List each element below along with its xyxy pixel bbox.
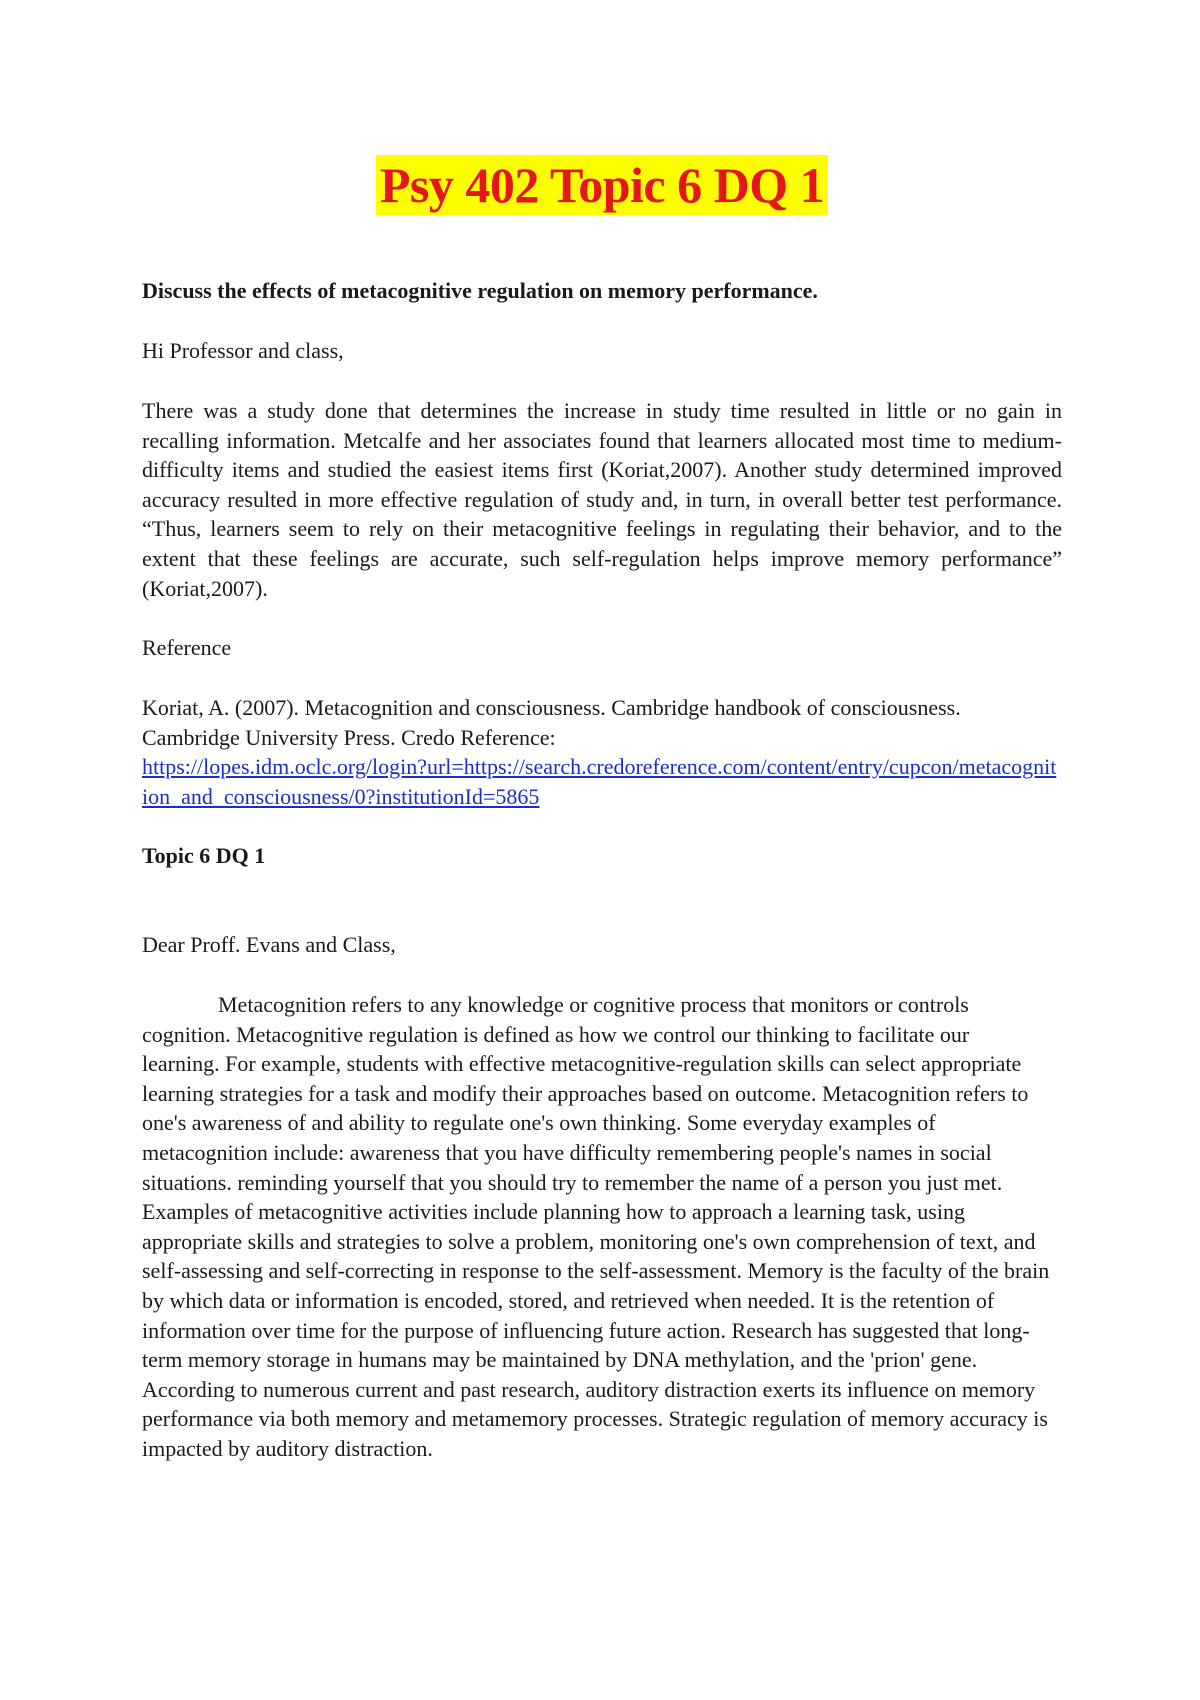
reference-link[interactable]: https://lopes.idm.oclc.org/login?url=https://search.credoreference.com/content/entry/cupcon/metacognition_and_consciousness/0?institutionId=5865 (142, 754, 1057, 809)
reference-citation (142, 693, 1062, 811)
reference-heading: Reference (142, 635, 232, 660)
post2-heading: Topic 6 DQ 1 (142, 843, 266, 868)
post2-body: Metacognition refers to any knowledge or cognitive process that monitors or controls cognition. Metacognitive regulation is defined as how we control our thinking to facilitate our learning. For example, students with effective metacognitive-regulation skills can select appropriate learning strategies for a task and modify their approaches based on outcome. Metacognition refers to one's awareness of and ability to regulate one's own thinking. Some everyday examples of metacognition include: awareness that you have difficulty remembering people's names in social situations. reminding yourself that you should try to remember the name of a person you just met. Examples of metacognitive activities include planning how to approach a learning task, using appropriate skills and strategies to solve a problem, monitoring one's own comprehension of text, and self-assessing and self-correcting in response to the self-assessment. Memory is the faculty of the brain by which data or information is encoded, stored, and retrieved when needed. It is the retention of information over time for the purpose of influencing future action. Research has suggested that long-term memory storage in humans may be maintained by DNA methylation, and the 'prion' gene. According to numerous current and past research, auditory distraction exerts its influence on memory performance via both memory and metamemory processes. Strategic regulation of memory accuracy is impacted by auditory distraction. (142, 992, 1050, 1461)
title-container (142, 155, 1062, 215)
post1-body: There was a study done that determines the increase in study time resulted in little or no gain in recalling information. Metcalfe and her associates found that learners allocated most time to medium-difficulty items and studied the easiest items first (Koriat,2007). Another study determined improved accuracy resulted in more effective regulation of study and, in turn, in overall better test performance. “Thus, learners seem to rely on their metacognitive feelings in regulating their behavior, and to the extent that these feelings are accurate, such self-regulation helps improve memory performance” (Koriat,2007). (142, 398, 1062, 601)
discussion-prompt: Discuss the effects of metacognitive regulation on memory performance. (142, 278, 818, 303)
reference-line-2: Cambridge University Press. Credo Reference: (142, 724, 556, 750)
reference-line-1: Koriat, A. (2007). Metacognition and consciousness. Cambridge handbook of consciousness. (142, 695, 961, 720)
post2-greeting: Dear Proff. Evans and Class, (142, 932, 396, 957)
post1-greeting: Hi Professor and class, (142, 338, 344, 363)
document-title: Psy 402 Topic 6 DQ 1 (376, 155, 828, 215)
